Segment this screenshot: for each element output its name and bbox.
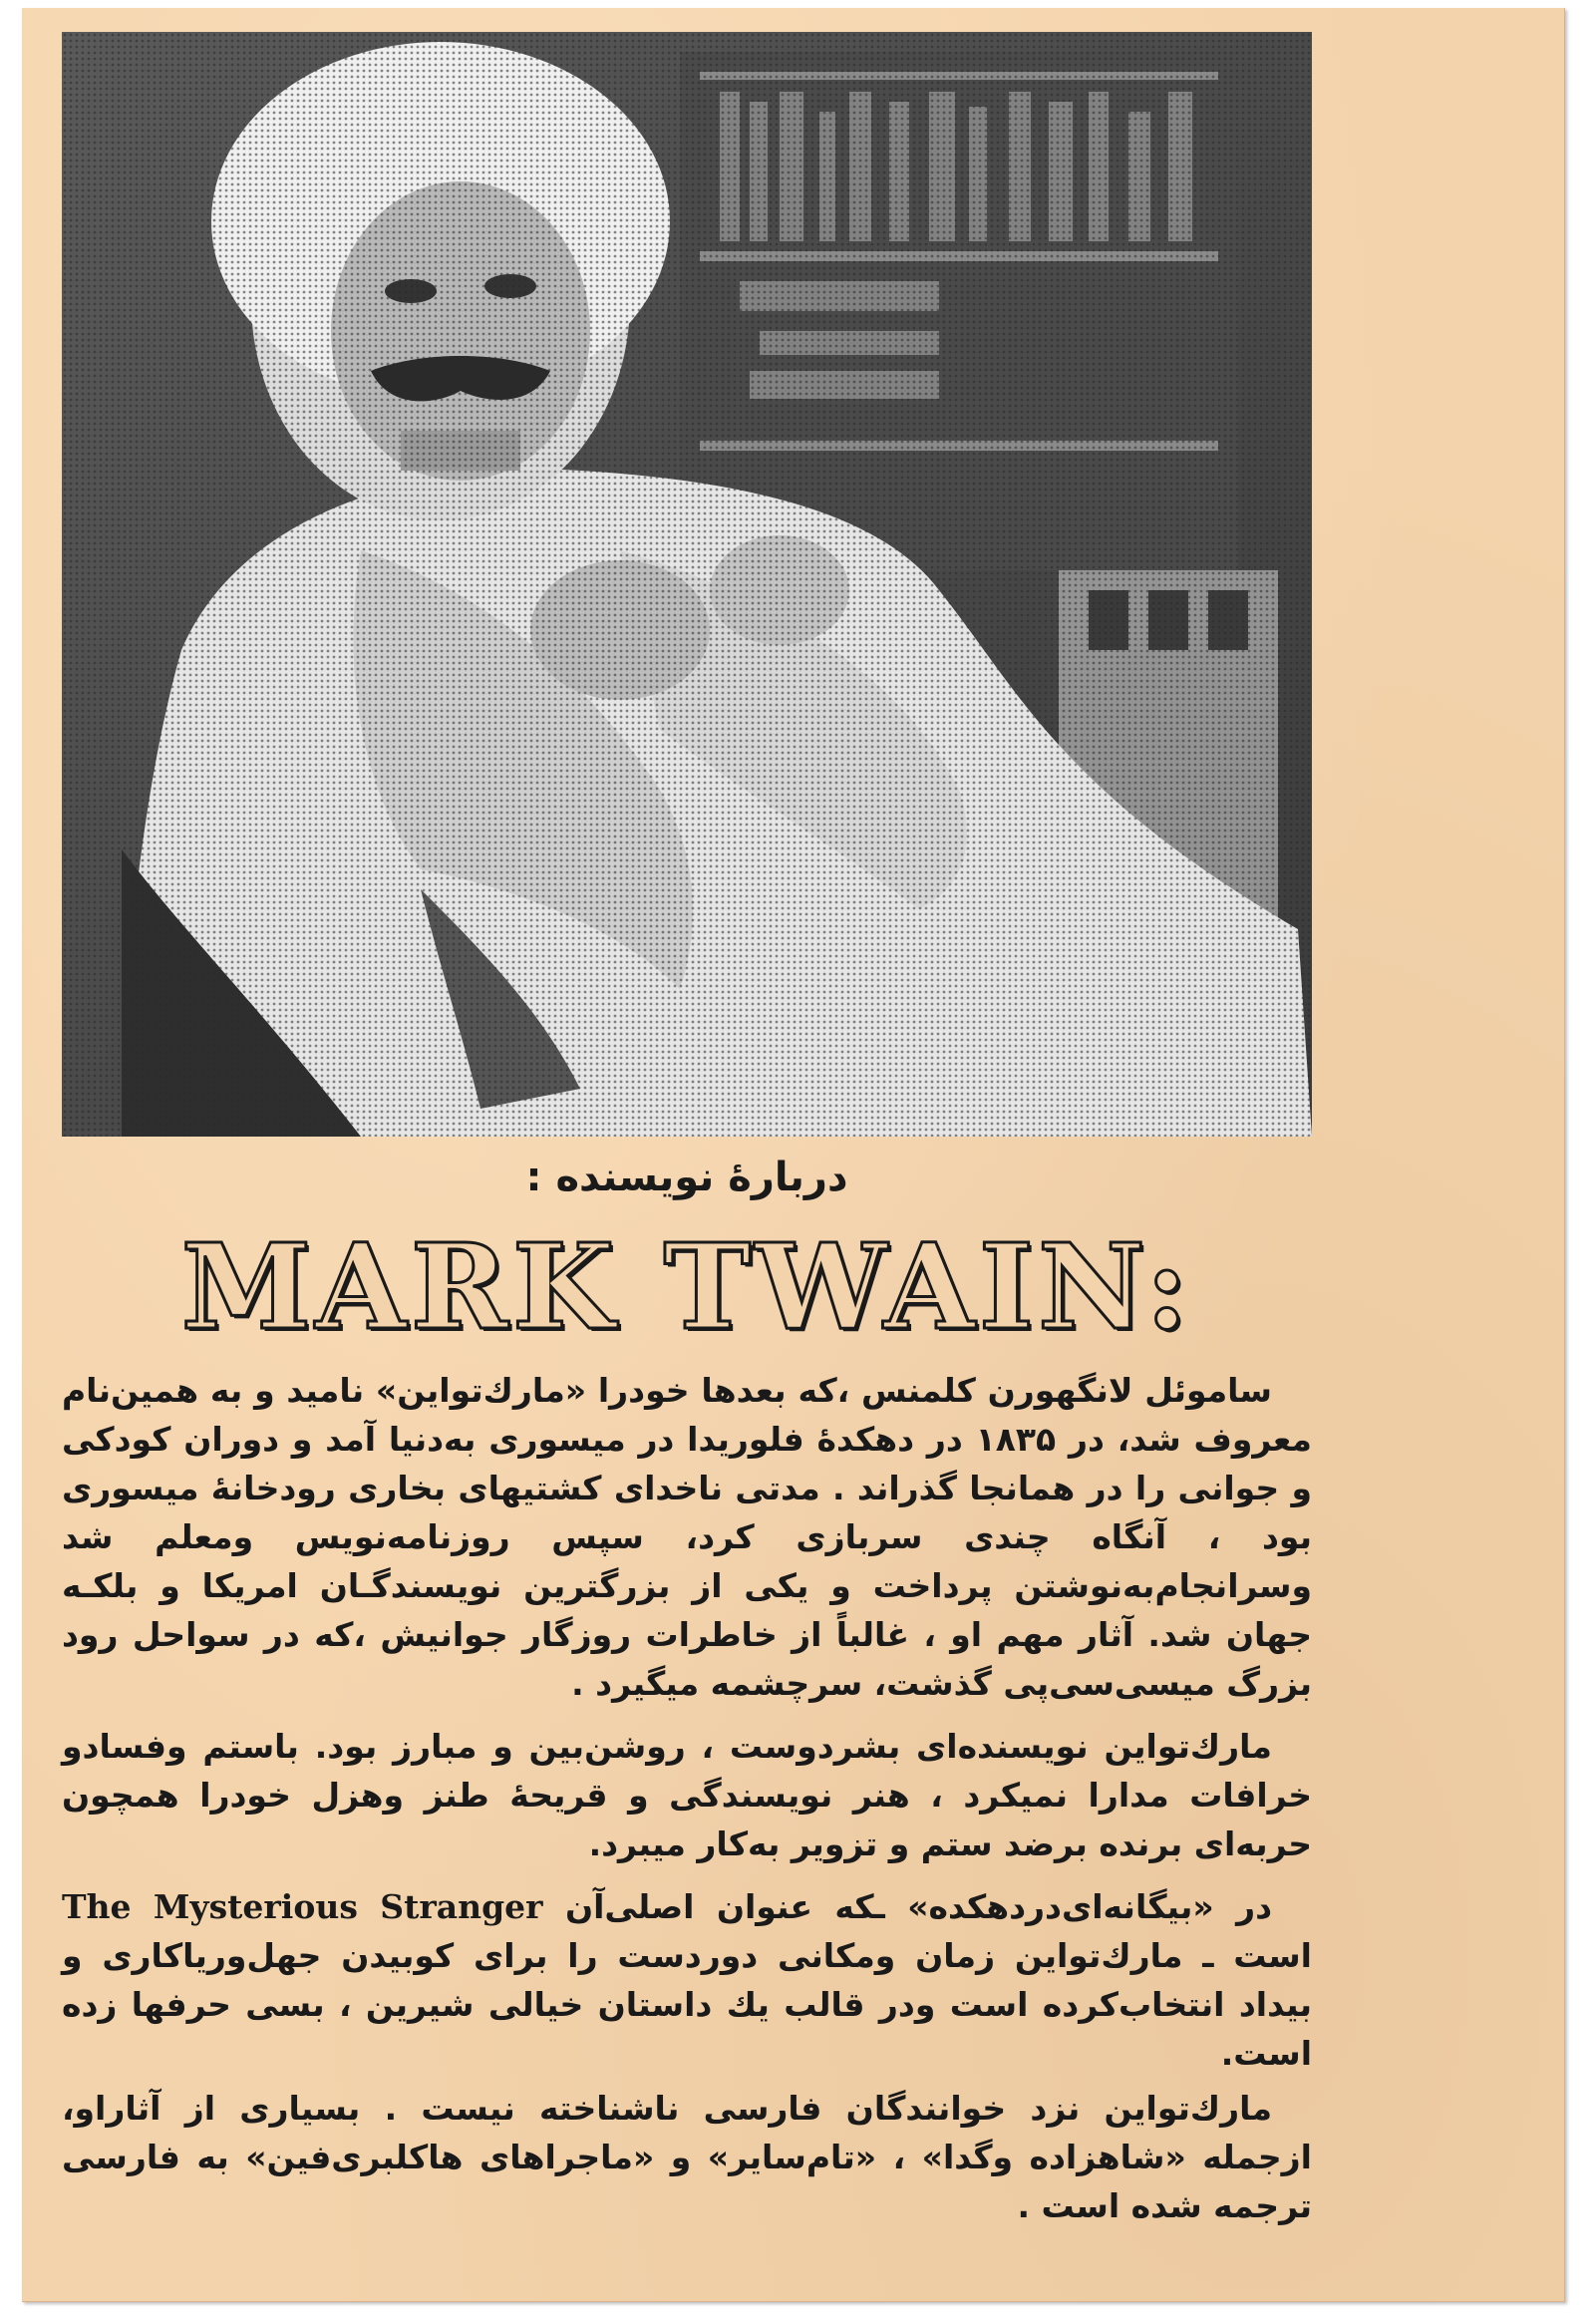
section-heading: دربارهٔ نویسنده : [525, 1155, 848, 1200]
paragraph-3 [62, 1882, 1312, 2078]
paragraph-4: مارك‌تواین نزد خوانندگان فارسی ناشناخته نیست . بسیاری از آثاراو، ازجمله «شاهزاده وگدا» ، «تام‌سایر» و «ماجراهای هاکلبری‌فین» به فارسی ترجمه شده است . [62, 2089, 1312, 2225]
author-portrait-image [62, 32, 1312, 1137]
paragraph-1: ساموئل لانگهورن کلمنس ،که بعدها خودرا «مارك‌تواین» نامید و به همین‌نام معروف شد، در ۱۸۳۵ در دهکدهٔ فلوریدا در میسوری به‌دنیا آمد و دوران کودکی و جوانی را در همانجا گذراند . مدتی ناخدای کشتیهای بخاری رودخانهٔ میسوری بود ، آنگاه چندی سربازی کرد، سپس روزنامه‌نویس ومعلم شد وسرانجام‌به‌نوشتن پرداخت و یکی از بزرگترین نویسندگـان امریکا و بلکـه جهان شد. آثار مهم او ، غالباً از خاطرات روزگار جوانیش ،که در سواحل رود بزرگ میسی‌سی‌پی گذشت، سرچشمه میگیرد . [62, 1371, 1312, 1703]
biography-text [62, 1366, 1312, 2244]
paragraph-3-prefix: در «بیگانه‌ای‌دردهکده» ـکه عنوان اصلی‌آن [564, 1887, 1273, 1926]
author-photo [62, 32, 1312, 1137]
author-name-title: MARK TWAIN: [180, 1217, 1193, 1356]
paper-sheet [22, 8, 1565, 2302]
paragraph-3-suffix: است ـ مارك‌تواین زمان ومکانی دوردست را برای کوبیدن جهل‌وریاکاری و بیداد انتخاب‌کرده است ودر قالب یك داستان خیالی شیرین ، بسی حرفها زده است. [62, 1936, 1312, 2073]
paragraph-2: مارك‌تواین نویسنده‌ای بشردوست ، روشن‌بین و مبارز بود. باستم وفسادو خرافات مدارا نمیکرد ، هنر نویسندگی و قریحهٔ طنز وهزل خودرا همچون حربه‌ای برنده برضد ستم و تزویر به‌کار میبرد. [62, 1727, 1312, 1863]
english-book-title: The Mysterious Stranger [62, 1887, 543, 1926]
